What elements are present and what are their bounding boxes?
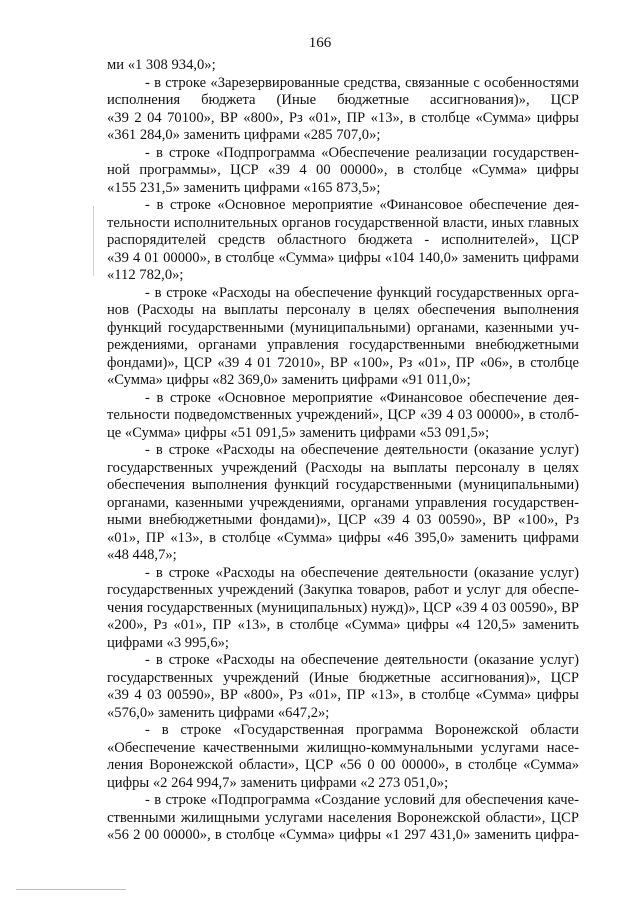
text-line: ной программы», ЦСР «39 4 00 00000», в столбце «Сумма» цифры (107, 162, 579, 178)
text-line: цифры «2 264 994,7» заменить цифрами «2 273 051,0»; (107, 774, 449, 791)
text-line: тельности исполнительных органов государственной власти, иных главных (107, 214, 579, 231)
text-line: государственных учреждений (Иные бюджетные ассигнования)», ЦСР (107, 669, 579, 686)
text-line: - в строке «Основное мероприятие «Финансовое обеспечение дея- (145, 389, 579, 406)
text-line: «361 284,0» заменить цифрами «285 707,0»; (107, 127, 381, 143)
text-line: исполнения бюджета (Иные бюджетные ассигнования)», ЦСР (107, 92, 579, 108)
text-line: «576,0» заменить цифрами «647,2»; (107, 704, 330, 721)
text-line: цифрами «3 995,6»; (107, 634, 229, 651)
text-line: - в строке «Расходы на обеспечение деятельности (оказание услуг) (145, 442, 579, 458)
text-line: функций государственными (муниципальными) органами, казенными уч- (107, 319, 579, 336)
text-line: обеспечения выполнения функций государственными (муниципальными) (107, 477, 579, 493)
text-line: «200», Рз «01», ПР «13», в столбце «Сумма» цифры «4 120,5» заменить (107, 617, 579, 633)
text-line: распорядителей средств областного бюджета - исполнителей», ЦСР (107, 232, 579, 248)
page-number: 166 (308, 35, 332, 51)
text-line: чения государственных (муниципальных) нужд)», ЦСР «39 4 03 00590», ВР (107, 599, 579, 616)
text-line: «112 782,0»; (107, 267, 184, 283)
text-line: - в строке «Государственная программа Воронежской области (145, 722, 579, 738)
text-line: нов (Расходы на выплаты персоналу в целях обеспечения выполнения (107, 302, 579, 318)
text-line: тельности подведомственных учреждений», ЦСР «39 4 03 00000», в столб- (107, 407, 579, 423)
text-line: государственных учреждений (Закупка товаров, работ и услуг для обеспе- (107, 582, 579, 598)
text-line: - в строке «Расходы на обеспечение деятельности (оказание услуг) (145, 564, 579, 581)
text-line: «01», ПР «13», в столбце «Сумма» цифры «46 395,0» заменить цифрами (107, 529, 579, 546)
text-line: «39 2 04 70100», ВР «800», Рз «01», ПР «13», в столбце «Сумма» цифры (107, 109, 579, 126)
text-line: - в строке «Расходы на обеспечение функций государственных орга- (145, 284, 579, 301)
text-line: реждениями, органами управления государственными внебюджетными (107, 337, 579, 353)
text-line: фондами)», ЦСР «39 4 01 72010», ВР «100», Рз «01», ПР «06», в столбце (107, 354, 579, 371)
text-line: - в строке «Подпрограмма «Создание условий для обеспечения каче- (145, 792, 579, 808)
text-line: - в строке «Расходы на обеспечение деятельности (оказание услуг) (145, 652, 579, 668)
text-line: «Сумма» цифры «82 369,0» заменить цифрами «91 011,0»; (107, 372, 471, 388)
text-line: ми «1 308 934,0»; (107, 57, 216, 73)
text-line: государственных учреждений (Расходы на выплаты персоналу в целях (107, 459, 579, 476)
text-line: органами, казенными учреждениями, органами управления государствен- (107, 494, 579, 511)
text-line: «Обеспечение качественными жилищно-коммунальными услугами насе- (107, 739, 579, 756)
text-line: ными внебюджетными фондами)», ЦСР «39 4 03 00590», ВР «100», Рз (107, 512, 579, 528)
text-line: «48 448,7»; (107, 547, 177, 563)
margin-mark (93, 206, 94, 276)
text-line: - в строке «Основное мероприятие «Финансовое обеспечение дея- (145, 197, 579, 213)
document-body (107, 57, 579, 845)
text-line: - в строке «Подпрограмма «Обеспечение реализации государствен- (145, 144, 579, 161)
text-line: «155 231,5» заменить цифрами «165 873,5»; (107, 179, 381, 196)
text-line: ственными жилищными услугами населения Воронежской области», ЦСР (107, 809, 579, 826)
text-line: ления Воронежской области», ЦСР «56 0 00 00000», в столбце «Сумма» (107, 757, 579, 773)
text-line: «39 4 03 00590», ВР «800», Рз «01», ПР «13», в столбце «Сумма» цифры (107, 687, 579, 703)
text-line: «56 2 00 00000», в столбце «Сумма» цифры «1 297 431,0» заменить цифра- (107, 827, 579, 843)
text-line: «39 4 01 00000», в столбце «Сумма» цифры «104 140,0» заменить цифрами (107, 249, 579, 266)
text-line: це «Сумма» цифры «51 091,5» заменить цифрами «53 091,5»; (107, 424, 490, 441)
text-line: - в строке «Зарезервированные средства, связанные с особенностями (145, 74, 579, 91)
bottom-rule (16, 889, 126, 890)
